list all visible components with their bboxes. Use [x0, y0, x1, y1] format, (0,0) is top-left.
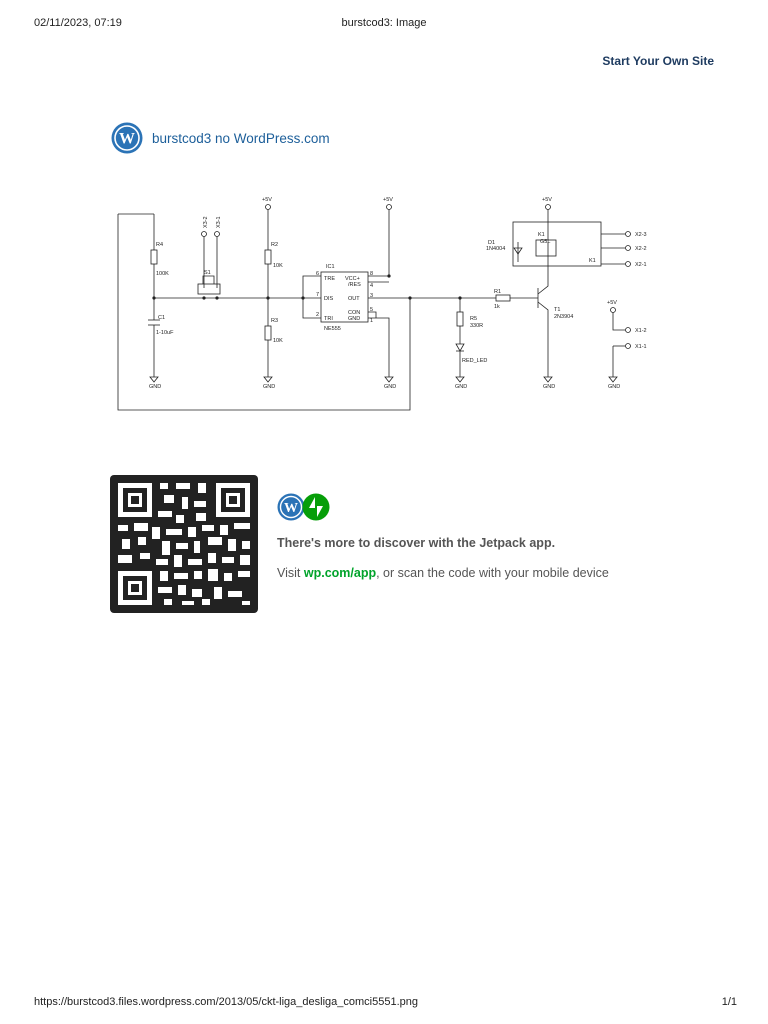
label-r2: R2 — [271, 242, 279, 248]
label-vcc: VCC+ — [345, 276, 360, 282]
label-x31: X3-1 — [216, 216, 222, 228]
label-k1: K1 — [538, 232, 545, 238]
label-c1-value: 1-10uF — [156, 330, 174, 336]
label-r4: R4 — [156, 242, 164, 248]
jetpack-promo-subtitle — [277, 566, 609, 580]
label-d1: D1 — [488, 240, 496, 246]
label-x11: X1-1 — [635, 344, 647, 350]
app-logos — [277, 493, 330, 521]
label-r2-value: 10K — [273, 263, 283, 269]
label-pin6: 6 — [316, 271, 320, 277]
wordpress-logo-icon — [277, 493, 305, 521]
print-url: https://burstcod3.files.wordpress.com/2013/05/ckt-liga_desliga_comci5551.png — [34, 996, 418, 1008]
blog-header[interactable] — [111, 122, 330, 154]
label-p5v-4: +5V — [607, 300, 617, 306]
label-c1: C1 — [158, 315, 166, 321]
label-pin8: 8 — [370, 271, 374, 277]
label-r4-value: 100K — [156, 271, 169, 277]
label-r3-value: 10K — [273, 338, 283, 344]
label-r5-value: 330R — [470, 323, 484, 329]
label-pin4: 4 — [370, 283, 374, 289]
jetpack-sub-prefix: Visit — [277, 566, 304, 580]
label-s1: S1 — [204, 270, 211, 276]
label-x21: X2-1 — [635, 262, 647, 268]
label-pin1: 1 — [370, 318, 374, 324]
print-title: burstcod3: Image — [341, 17, 427, 29]
label-pin2: 2 — [316, 312, 320, 318]
label-tri: TRI — [324, 316, 333, 322]
label-d1-value: 1N4004 — [486, 246, 506, 252]
blog-name[interactable]: burstcod3 no WordPress.com — [152, 130, 330, 146]
label-gnd1: GND — [149, 384, 162, 390]
jetpack-app-link[interactable]: wp.com/app — [303, 566, 377, 580]
label-con: CON — [348, 310, 361, 316]
label-x23: X2-3 — [635, 232, 647, 238]
label-r3: R3 — [271, 318, 279, 324]
label-x12: X1-2 — [635, 328, 647, 334]
start-your-own-site-link[interactable]: Start Your Own Site — [602, 54, 714, 68]
label-r5: R5 — [470, 316, 478, 322]
label-pin7: 7 — [316, 292, 320, 298]
label-p5v-2: +5V — [383, 197, 393, 203]
label-led: RED_LED — [462, 358, 488, 364]
label-x32: X3-2 — [203, 216, 209, 228]
label-tre: TRE — [324, 276, 335, 282]
label-res: /RES — [348, 282, 361, 288]
label-gnd4: GND — [455, 384, 468, 390]
label-r1: R1 — [494, 289, 502, 295]
print-page-number: 1/1 — [721, 996, 737, 1008]
print-date: 02/11/2023, 07:19 — [34, 17, 122, 29]
label-ic1-part: NE555 — [324, 326, 341, 332]
label-k1-value: G5L — [540, 239, 551, 245]
label-p5v-3: +5V — [542, 197, 552, 203]
jetpack-promo-title: There's more to discover with the Jetpack app. — [277, 536, 556, 550]
label-gnd6: GND — [608, 384, 621, 390]
circuit-schematic — [108, 192, 668, 422]
wordpress-logo-icon — [111, 122, 143, 154]
label-gnd3: GND — [384, 384, 397, 390]
jetpack-logo-icon — [302, 493, 330, 521]
svg-text:W: W — [119, 130, 135, 148]
jetpack-sub-suffix: , or scan the code with your mobile device — [376, 566, 609, 580]
label-t1: T1 — [554, 307, 561, 313]
label-ic1: IC1 — [326, 264, 335, 270]
qr-code[interactable] — [110, 475, 258, 613]
label-gnd2: GND — [263, 384, 276, 390]
label-p5v-1: +5V — [262, 197, 272, 203]
label-t1-value: 2N3904 — [554, 314, 574, 320]
label-x22: X2-2 — [635, 246, 647, 252]
label-pin5: 5 — [370, 307, 374, 313]
svg-text:W: W — [284, 501, 298, 516]
label-gnd-pin: GND — [348, 316, 361, 322]
label-gnd5: GND — [543, 384, 556, 390]
label-out: OUT — [348, 296, 360, 302]
label-r1-value: 1k — [494, 304, 500, 310]
label-pin3: 3 — [370, 293, 374, 299]
label-dis: DIS — [324, 296, 334, 302]
label-k1b: K1 — [589, 258, 596, 264]
